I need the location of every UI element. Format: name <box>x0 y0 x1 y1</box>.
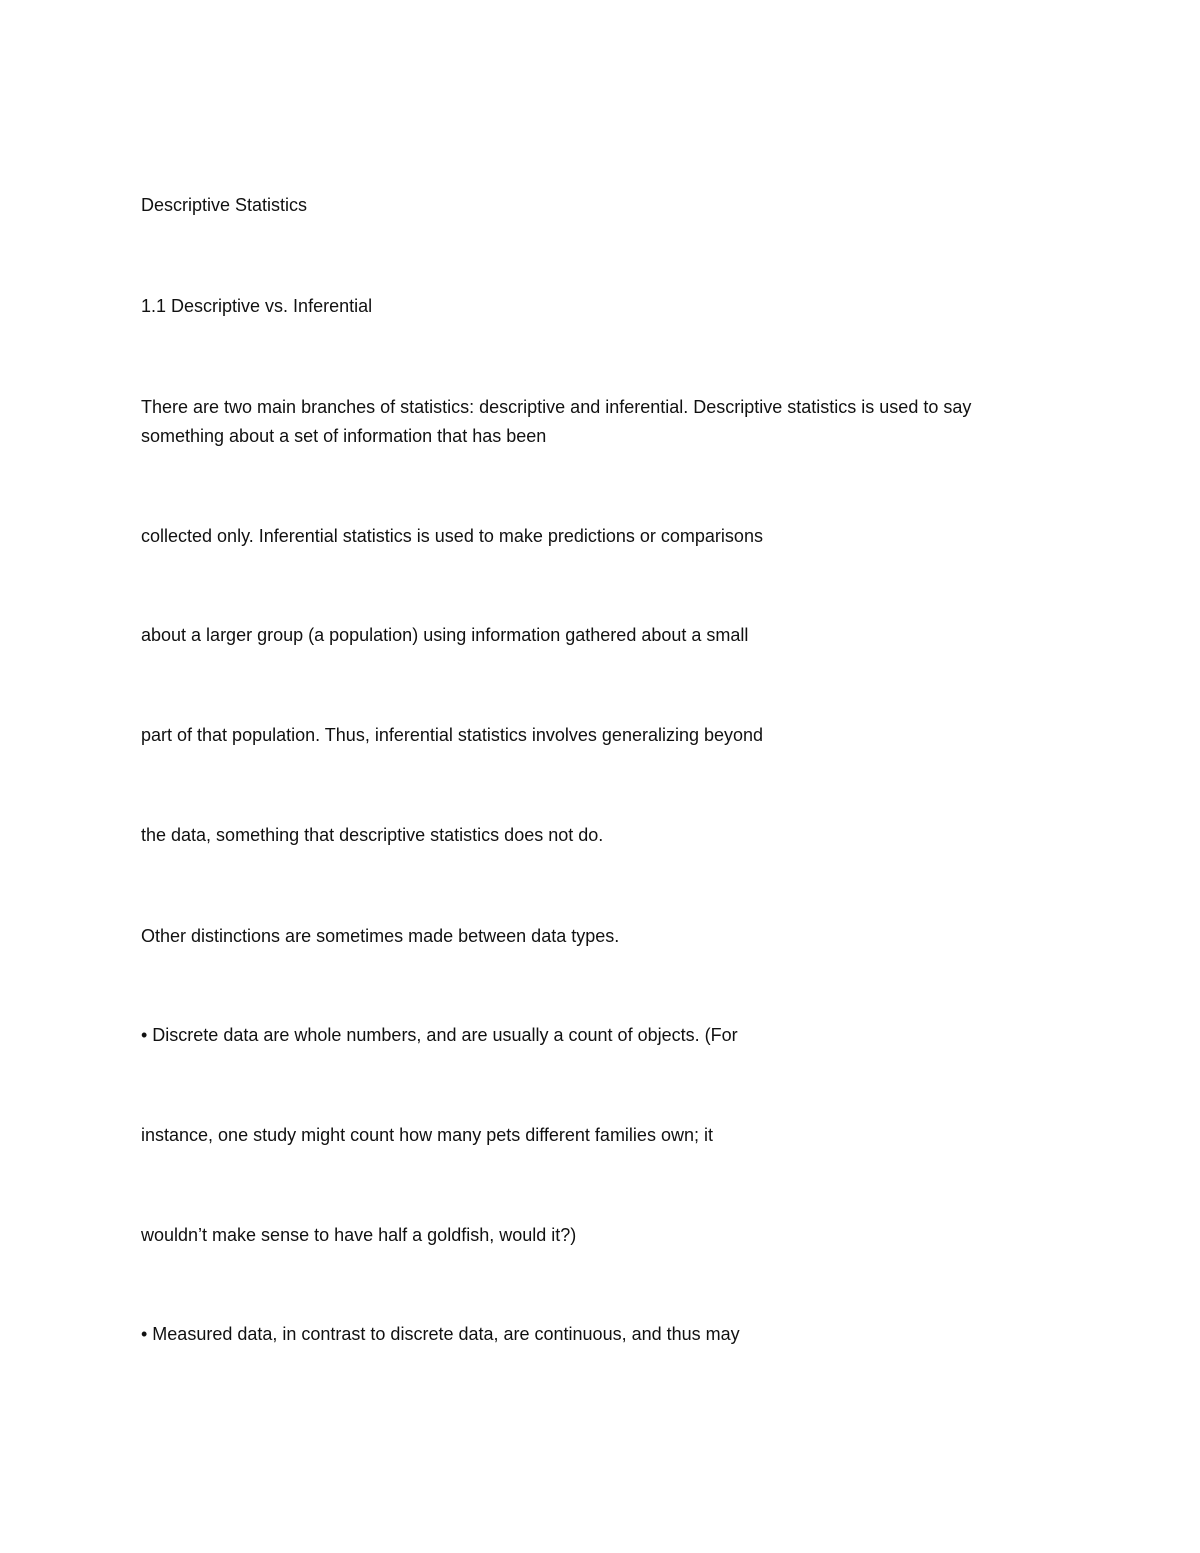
paragraph-line: something about a set of information that has been <box>141 426 547 446</box>
paragraph-line: part of that population. Thus, inferential statistics involves generalizing beyond <box>141 725 764 745</box>
paragraph-line: There are two main branches of statistics: descriptive and inferential. Descriptive statistics is used to say <box>141 397 972 417</box>
paragraph-line: collected only. Inferential statistics is used to make predictions or comparisons <box>141 526 763 546</box>
bullet-continuation-line: wouldn’t make sense to have half a goldfish, would it?) <box>141 1225 577 1245</box>
document-title: Descriptive Statistics <box>141 195 308 215</box>
bullet-line: • Measured data, in contrast to discrete data, are continuous, and thus may <box>141 1324 740 1344</box>
bullet-continuation-line: instance, one study might count how many pets different families own; it <box>141 1125 713 1145</box>
bullet-line: • Discrete data are whole numbers, and are usually a count of objects. (For <box>141 1025 738 1045</box>
paragraph-line: about a larger group (a population) using information gathered about a small <box>141 625 749 645</box>
paragraph-line: Other distinctions are sometimes made between data types. <box>141 926 620 946</box>
section-heading: 1.1 Descriptive vs. Inferential <box>141 296 373 316</box>
paragraph-line: the data, something that descriptive statistics does not do. <box>141 825 604 845</box>
